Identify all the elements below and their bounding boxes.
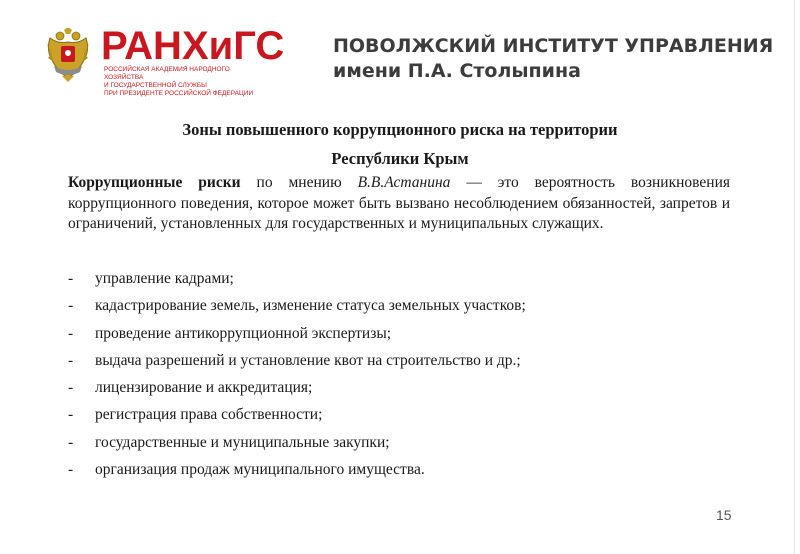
paragraph-text: по мнению [240, 174, 358, 191]
list-item [68, 401, 748, 428]
institute-name [333, 34, 773, 84]
list-item-text: управление кадрами; [95, 270, 234, 287]
definition-paragraph [68, 173, 730, 235]
logo-subtitle-line: ПРИ ПРЕЗИДЕНТЕ РОССИЙСКОЙ ФЕДЕРАЦИИ [104, 90, 254, 97]
list-item [68, 347, 748, 374]
bullet-dash: - [68, 461, 74, 479]
logo-text: РАНХиГС [101, 24, 285, 68]
paragraph-text: — это вероятность возникновения коррупционного поведения, которое может быть вызвано несоблюдением обязанностей, запретов и ограничений, установленных для государственных и муниципальных служащих. [68, 174, 730, 232]
list-item-text: проведение антикоррупционной экспертизы; [95, 324, 392, 342]
institute-line-2: имени П.А. Столыпина [333, 60, 581, 82]
bullet-dash: - [68, 351, 74, 369]
logo-subtitle [104, 66, 254, 98]
page-number: 15 [716, 507, 732, 523]
list-item [68, 292, 748, 319]
author-name: В.В.Астанина [357, 174, 451, 191]
list-item-text: государственные и муниципальные закупки; [95, 433, 390, 451]
bullet-dash: - [68, 379, 74, 397]
list-item [68, 320, 748, 347]
list-item [68, 429, 748, 456]
list-item-text: выдача разрешений и установление квот на строительство и др.; [95, 351, 521, 369]
slide-title-line-1: Зоны повышенного коррупционного риска на территории [182, 120, 618, 139]
list-item [68, 374, 748, 401]
bullet-dash: - [68, 270, 74, 287]
bullet-dash: - [68, 324, 74, 342]
institute-line-1: ПОВОЛЖСКИЙ ИНСТИТУТ УПРАВЛЕНИЯ [333, 35, 774, 57]
list-item-text: лицензирование и аккредитация; [95, 379, 313, 397]
list-item [68, 265, 748, 292]
logo-subtitle-line: И ГОСУДАРСТВЕННОЙ СЛУЖБЫ [104, 82, 207, 89]
bullet-dash: - [68, 433, 74, 451]
list-item [68, 456, 748, 483]
eagle-emblem-icon [42, 28, 94, 84]
slide-title-line-2: Республики Крым [331, 149, 469, 168]
bullet-dash: - [68, 297, 74, 315]
list-item-text: кадастрирование земель, изменение статуса земельных участков; [95, 297, 526, 315]
bullet-dash: - [68, 406, 74, 424]
list-item-text: организация продаж муниципального имущества. [95, 461, 425, 479]
risk-zones-list [68, 265, 748, 483]
list-item-text: регистрация права собственности; [95, 406, 323, 424]
bold-term: Коррупционные риски [68, 174, 241, 191]
logo-subtitle-line: РОССИЙСКАЯ АКАДЕМИЯ НАРОДНОГО ХОЗЯЙСТВА [104, 66, 230, 81]
